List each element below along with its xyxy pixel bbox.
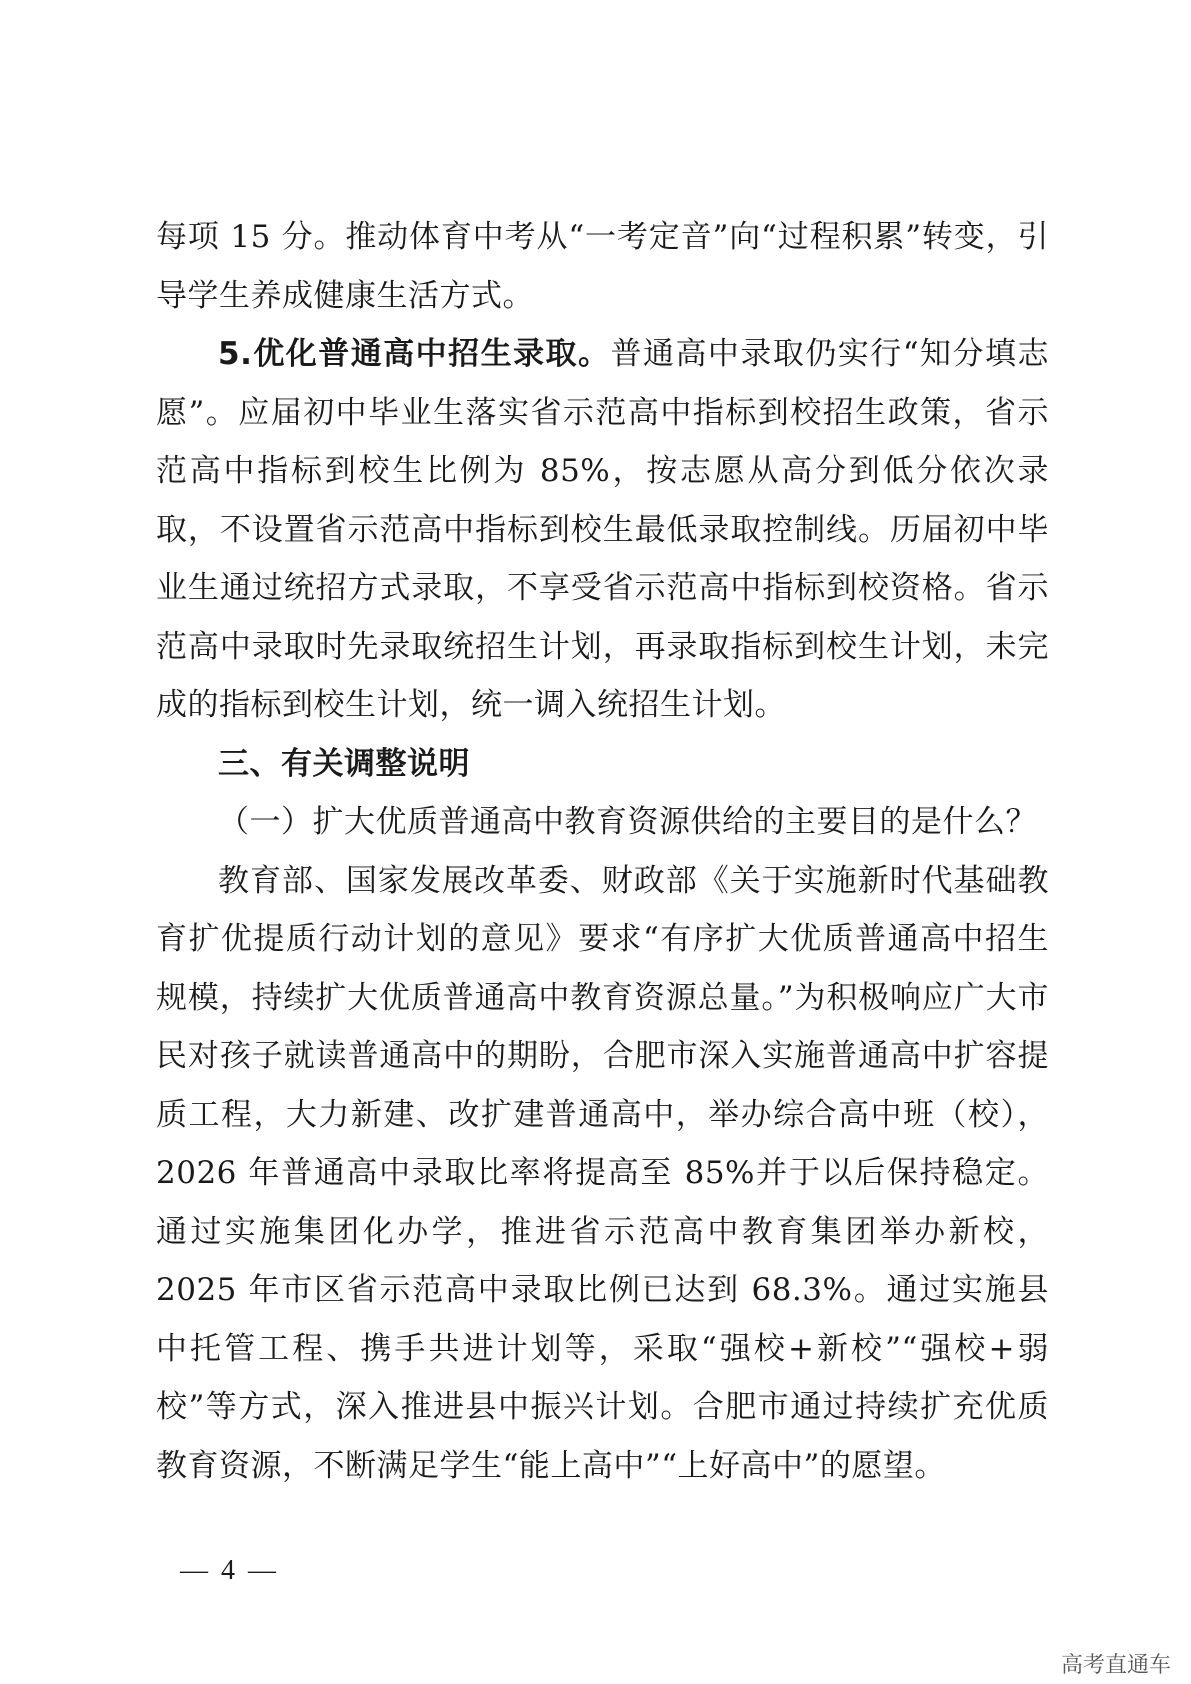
paragraph-pe-exam: 每项 15 分。推动体育中考从“一考定音”向“过程积累”转变，引导学生养成健康生活方式。 <box>156 219 1049 314</box>
item-body-admission: 普通高中录取仍实行“知分填志愿”。应届初中毕业生落实省示范高中指标到校招生政策，省示范高中指标到校生比例为 85%，按志愿从高分到低分依次录取，不设置省示范高中指标到校生最低录取控制线。历届初中毕业生通过统招方式录取，不享受省示范高中指标到校资格。省示范高中录取时先录取统招生计划，再录取指标到校生计划，未完成的指标到校生计划，统一调入统招生计划。 <box>156 336 1049 723</box>
watermark-text: 高考直通车 <box>1060 1653 1171 1678</box>
item-title-admission: 5.优化普通高中招生录取。 <box>218 336 611 372</box>
paragraph-expansion: 教育部、国家发展改革委、财政部《关于实施新时代基础教育扩优提质行动计划的意见》要求“有序扩大优质普通高中招生规模，持续扩大优质普通高中教育资源总量。”为积极响应广大市民对孩子就读普通高中的期盼，合肥市深入实施普通高中扩容提质工程，大力新建、改扩建普通高中，举办综合高中班（校），2026 年普通高中录取比率将提高至 85%并于以后保持稳定。通过实施集团化办学，推进省示范高中教育集团举办新校，2025 年市区省示范高中录取比例已达到 68.3%。通过实施县中托管工程、携手共进计划等，采取“强校+新校”“强校+弱校”等方式，深入推进县中振兴计划。合肥市通过持续扩充优质教育资源，不断满足学生“能上高中”“上好高中”的愿望。 <box>156 862 1049 1484</box>
body-text <box>156 208 1049 1495</box>
page-number: — 4 — <box>180 1555 279 1586</box>
section-heading: 三、有关调整说明 <box>218 745 470 782</box>
paragraph-admission <box>156 325 1049 735</box>
sub-heading: （一）扩大优质普通高中教育资源供给的主要目的是什么？ <box>218 804 1037 840</box>
